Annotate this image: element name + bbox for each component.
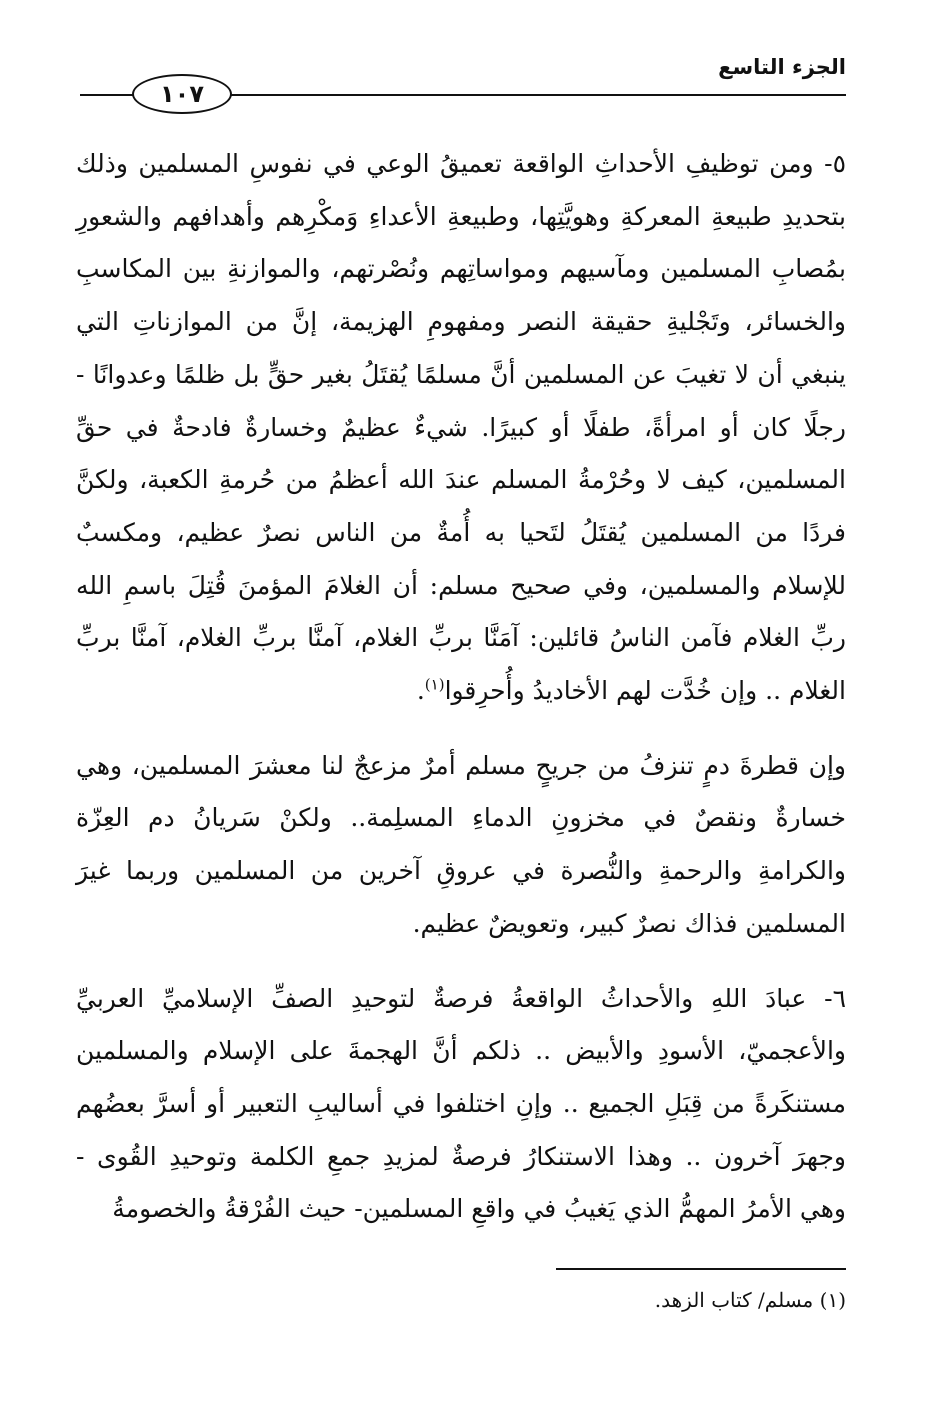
footnote-reference: (١) (424, 675, 445, 694)
paragraph: ٦- عبادَ اللهِ والأحداثُ الواقعةُ فرصةٌ لتوحيدِ الصفِّ الإسلاميِّ العربيِّ والأعجميّ، الأسودِ والأبيض .. ذلكم أنَّ الهجمةَ على الإسلام والمسلمين مستنكَرةً من قِبَلِ الجميع .. وإنِ اختلفوا في أساليبِ التعبير أو أسرَّ بعضُهم وجهرَ آخرون .. وهذا الاستنكارُ فرصةٌ لمزيدِ جمعِ الكلمة وتوحيدِ القُوى - وهي الأمرُ المهمُّ الذي يَغيبُ في واقعِ المسلمين- حيث الفُرْقةُ والخصومةُ (76, 983, 846, 1224)
footnote: (١) مسلم/ كتاب الزهد. (654, 1288, 846, 1312)
paragraph-end-mark: . (416, 676, 425, 706)
main-text (76, 138, 846, 1236)
page-number: ١٠٧ (132, 74, 232, 114)
running-header-title: الجزء التاسع (718, 55, 846, 79)
footnote-rule (556, 1268, 846, 1270)
paragraph: وإن قطرةَ دمٍ تنزفُ من جريحٍ مسلم أمرٌ مزعجٌ لنا معشرَ المسلمين، وهي خسارةٌ ونقصٌ في مخزونِ الدماءِ المسلِمة.. ولكنْ سَريانُ دم العِزّة والكرامةِ والرحمةِ والنُّصرة في عروقِ آخرين من المسلمين وربما غيرَ المسلمين فذاك نصرٌ كبير، وتعويضٌ عظيم. (76, 750, 846, 938)
paragraph-text: ٥- ومن توظيفِ الأحداثِ الواقعة تعميقُ الوعي في نفوسِ المسلمين وذلك بتحديدِ طبيعةِ المعركةِ وهويَّتِها، وطبيعةِ الأعداءِ وَمكْرِهم وأهدافهم والشعورِ بمُصابِ المسلمين ومآسيهم ومواساتِهم ونُصْرتهم، والموازنةِ بين المكاسبِ والخسائر، وتَجْليةِ حقيقة النصر ومفهومِ الهزيمة، إنَّ من الموازناتِ التي ينبغي أن لا تغيبَ عن المسلمين أنَّ مسلمًا يُقتَلُ بغير حقٍّ بل ظلمًا وعدوانًا - رجلًا كان أو امرأةً، طفلًا أو كبيرًا. شيءٌ عظيمٌ وخسارةٌ فادحةٌ في حقِّ المسلمين، كيف لا وحُرْمةُ المسلم عندَ الله أعظمُ من حُرمةِ الكعبة، ولكنَّ فردًا من المسلمين يُقتَلُ لتَحيا به أُمةٌ من الناس نصرٌ عظيم، ومكسبٌ للإسلام والمسلمين، وفي صحيح مسلم: أن الغلامَ المؤمنَ قُتِلَ باسمِ الله ربِّ الغلام فآمن الناسُ قائلين: آمَنَّا بربِّ الغلام، آمنَّا بربِّ الغلام، آمنَّا بربِّ الغلام .. وإن خُدَّت لهم الأخاديدُ وأُحرِقوا (76, 149, 846, 706)
paragraph (76, 138, 846, 718)
